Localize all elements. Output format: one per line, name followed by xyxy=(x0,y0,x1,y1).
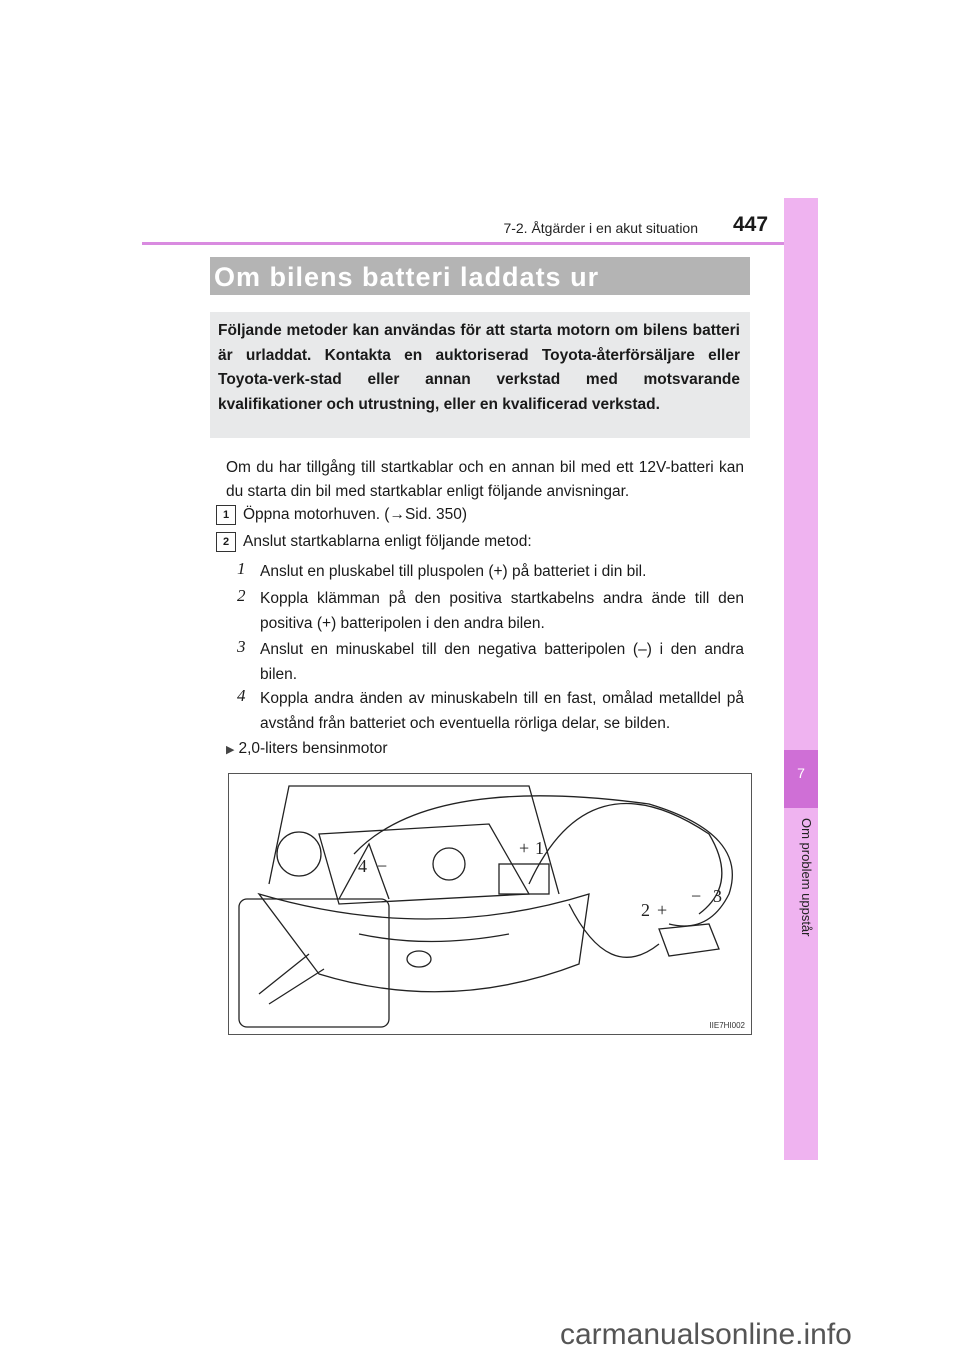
body-paragraph: Om du har tillgång till startkablar och en annan bil med ett 12V-batteri kan du starta din bil med startkablar enligt följande anvisningar. xyxy=(226,459,744,500)
figure-id: IIE7HI002 xyxy=(709,1021,745,1030)
step-text-2: Anslut startkablarna enligt följande metod: xyxy=(243,533,532,550)
callout-2-sign: + xyxy=(657,900,668,920)
intro-text: Följande metoder kan användas för att starta motorn om bilens batteri är urladdat. Kontakta en auktoriserad Toyota-återförsäljare eller Toyota-verk-stad eller annan verkstad med motsvarande kvalifikationer och utrustning, eller en kvalificerad verkstad. xyxy=(218,322,740,413)
header-section: 7-2. Åtgärder i en akut situation xyxy=(503,220,698,236)
substep-text-2: Koppla klämman på den positiva startkabelns andra ände till den positiva (+) batteripolen i den andra bilen. xyxy=(260,590,744,632)
section-title: Om bilens batteri laddats ur xyxy=(214,262,600,292)
callout-2-label: 2 xyxy=(641,900,650,920)
engine-variant-bullet xyxy=(226,740,388,758)
substep-text-4: Koppla andra änden av minuskabeln till en fast, omålad metalldel på avstånd från batteriet och eventuella rörliga delar, se bilden. xyxy=(260,690,744,732)
inset-frame xyxy=(239,899,389,1027)
watermark: carmanualsonline.info xyxy=(560,1318,852,1351)
substep-text-3: Anslut en minuskabel till den negativa batteripolen (–) i den andra bilen. xyxy=(260,641,744,683)
triangle-bullet-icon: ▶ xyxy=(226,744,235,756)
grille xyxy=(359,934,509,942)
other-battery xyxy=(659,924,719,956)
engine-variant-label: 2,0-liters bensinmotor xyxy=(238,740,388,757)
substep-number-4: 4 xyxy=(237,686,246,705)
step-badge-1: 1 xyxy=(216,505,236,525)
filler-cap xyxy=(433,848,465,880)
car-battery xyxy=(499,864,549,894)
callout-1-label: 1 xyxy=(535,838,544,858)
header-rule xyxy=(142,242,818,245)
substep-text-1: Anslut en pluskabel till pluspolen (+) på batteriet i din bil. xyxy=(260,563,647,580)
callout-3-sign: − xyxy=(691,886,702,906)
bumper-outline xyxy=(259,894,589,992)
step-badge-2: 2 xyxy=(216,532,236,552)
step-text-1: Öppna motorhuven. (→Sid. 350) xyxy=(243,506,468,523)
inset-clamp xyxy=(259,954,324,1004)
callout-1-sign: + xyxy=(519,838,530,858)
engine-bay-drawing xyxy=(229,774,751,1034)
substep-number-3: 3 xyxy=(237,637,246,656)
emblem xyxy=(407,951,431,967)
callout-4-sign: − xyxy=(377,856,388,876)
hood-outline xyxy=(269,786,559,894)
chapter-number: 7 xyxy=(797,765,805,781)
callout-3-label: 3 xyxy=(713,886,722,906)
callout-4-label: 4 xyxy=(358,856,367,876)
page-number: 447 xyxy=(733,213,769,236)
jump-start-illustration xyxy=(228,773,752,1035)
engine-block xyxy=(319,824,529,904)
side-tab-upper xyxy=(784,198,818,750)
substep-number-2: 2 xyxy=(237,586,246,605)
substep-number-1: 1 xyxy=(237,559,246,578)
chapter-title: Om problem uppstår xyxy=(799,818,814,937)
air-filter xyxy=(277,832,321,876)
